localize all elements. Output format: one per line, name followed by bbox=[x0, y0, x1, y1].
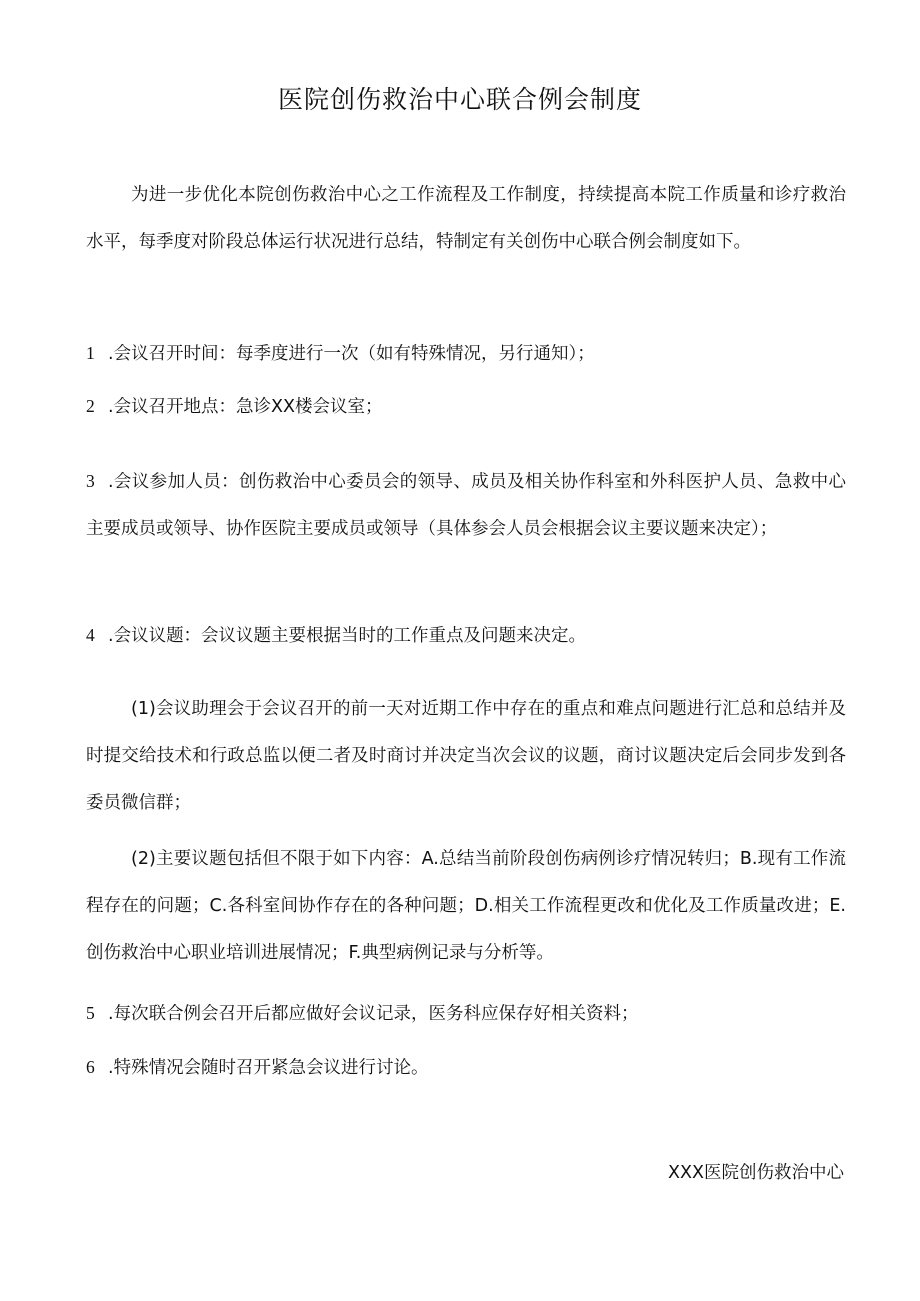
signature: XXX医院创伤救治中心 bbox=[668, 1163, 844, 1183]
sub-item-1: (1)会议助理会于会议召开的前一天对近期工作中存在的重点和难点问题进行汇总和总结并及时提交给技术和行政总监以便二者及时商讨并决定当次会议的议题，商讨议题决定后会同步发到各委员微信群； bbox=[86, 699, 846, 813]
list-item-4 bbox=[86, 612, 846, 660]
intro-paragraph: 为进一步优化本院创伤救治中心之工作流程及工作制度，持续提高本院工作质量和诊疗救治水平，每季度对阶段总体运行状况进行总结，特制定有关创伤中心联合例会制度如下。 bbox=[86, 185, 846, 252]
sub-item-2: (2)主要议题包括但不限于如下内容：A.总结当前阶段创伤病例诊疗情况转归；B.现有工作流程存在的问题；C.各科室间协作存在的各种问题；D.相关工作流程更改和优化及工作质量改进；E.创伤救治中心职业培训进展情况；F.典型病例记录与分析等。 bbox=[86, 849, 846, 963]
list-item-text: .会议议题：会议议题主要根据当时的工作重点及问题来决定。 bbox=[108, 626, 587, 646]
list-item-number: 4 bbox=[86, 625, 95, 645]
list-item-number: 1 bbox=[86, 343, 95, 363]
list-item-1 bbox=[86, 330, 846, 378]
list-item-5 bbox=[86, 990, 846, 1038]
list-item-number: 3 bbox=[86, 471, 95, 491]
list-item-text: .会议召开地点：急诊XX楼会议室； bbox=[108, 397, 383, 417]
list-item-3 bbox=[86, 458, 846, 553]
list-item-6 bbox=[86, 1044, 846, 1092]
list-item-text: .会议召开时间：每季度进行一次（如有特殊情况，另行通知）； bbox=[108, 344, 595, 364]
list-item-text: .每次联合例会召开后都应做好会议记录，医务科应保存好相关资料； bbox=[108, 1004, 639, 1024]
list-item-number: 5 bbox=[86, 1003, 95, 1023]
list-item-text: .特殊情况会随时召开紧急会议进行讨论。 bbox=[108, 1058, 429, 1078]
list-item-2 bbox=[86, 383, 846, 431]
list-item-number: 2 bbox=[86, 396, 95, 416]
document-title: 医院创伤救治中心联合例会制度 bbox=[277, 85, 642, 114]
list-item-number: 6 bbox=[86, 1057, 95, 1077]
list-item-text: .会议参加人员：创伤救治中心委员会的领导、成员及相关协作科室和外科医护人员、急救中心主要成员或领导、协作医院主要成员或领导（具体参会人员会根据会议主要议题来决定）； bbox=[86, 472, 846, 539]
